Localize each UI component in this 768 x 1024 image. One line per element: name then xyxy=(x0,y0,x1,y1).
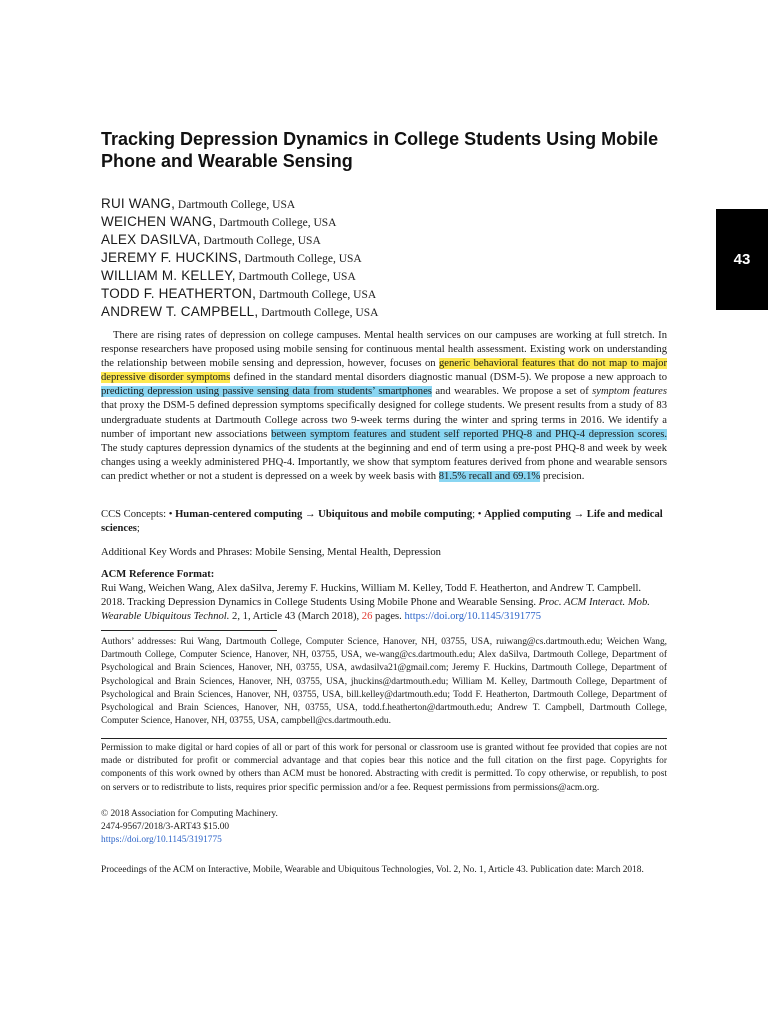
doi-link[interactable]: https://doi.org/10.1145/3191775 xyxy=(404,611,542,622)
author-affiliation: Dartmouth College, USA xyxy=(258,307,379,319)
permission-notice: Permission to make digital or hard copies of all or part of this work for personal or classroom use is granted without fee provided that copies are not made or distributed for profit or commercial advantage and that copies bear this notice and the full citation on the first page. Copyrights for components of this work owned by others than ACM must be honored. Abstracting with credit is permitted. To copy otherwise, or republish, to post on servers or to redistribute to lists, requires prior specific permission and/or a fee. Request permissions from permissions@acm.org. xyxy=(101,743,667,793)
highlight-blue: between symptom features and student self reported PHQ-8 and PHQ-4 depression scores. xyxy=(271,428,667,440)
ccs-separator: ; • xyxy=(472,509,485,520)
keywords: Additional Key Words and Phrases: Mobile Sensing, Mental Health, Depression xyxy=(101,547,441,558)
author-affiliation: Dartmouth College, USA xyxy=(216,217,337,229)
author-name: TODD F. HEATHERTON, xyxy=(101,286,257,301)
author-line xyxy=(101,285,661,303)
reference-text xyxy=(101,582,667,624)
author-name: WILLIAM M. KELLEY, xyxy=(101,268,236,283)
author-affiliation: Dartmouth College, USA xyxy=(200,235,321,247)
author-addresses: Authors’ addresses: Rui Wang, Dartmouth College, Computer Science, Hanover, NH, 03755, USA, ruiwang@cs.dartmouth.edu; Weichen Wang, Dartmouth College, Computer Science, Hanover, NH, 03755, USA, we-wang@cs.dartmouth.edu; Alex daSilva, Dartmouth College, Department of Psychological and Brain Sciences, Hanover, NH, 03755, USA, awdasilva21@gmail.com; Jeremy F. Huckins, Dartmouth College, Department of Psychological and Brain Sciences, Hanover, NH, 03755, USA, jhuckins@dartmouth.edu; William M. Kelley, Dartmouth College, Department of Psychological and Brain Sciences, Hanover, NH, 03755, USA, bill.kelley@dartmouth.edu; Todd F. Heatherton, Dartmouth College, Department of Psychological and Brain Sciences, Hanover, NH, 03755, USA, todd.f.heatherton@dartmouth.edu; Andrew T. Campbell, Dartmouth College, Computer Science, Hanover, NH, 03755, USA, campbell@cs.dartmouth.edu. xyxy=(101,637,667,727)
author-line xyxy=(101,267,661,285)
abstract-text: The study captures depression dynamics of the students at the beginning and end of term using a pre-post PHQ-8 and week by week changes using a weekly administered PHQ-4. Importantly, we show that symptom features derived from phone and wearable sensors can predict whether or not a student is depressed on a week by week basis with xyxy=(101,442,667,482)
highlight-blue: predicting depression using passive sensing data from students’ smartphones xyxy=(101,386,432,398)
author-affiliation: Dartmouth College, USA xyxy=(256,289,377,301)
author-name: RUI WANG, xyxy=(101,196,176,211)
abstract xyxy=(101,329,667,484)
author-line xyxy=(101,195,661,213)
abstract-emphasis: symptom features xyxy=(592,386,667,398)
highlight-blue: 81.5% recall and 69.1% xyxy=(438,470,541,482)
author-line xyxy=(101,249,661,267)
doi-link-bottom[interactable]: https://doi.org/10.1145/3191775 xyxy=(101,835,222,845)
paper-title: Tracking Depression Dynamics in College Students Using Mobile Phone and Wearable Sensing xyxy=(101,129,659,171)
author-name: JEREMY F. HUCKINS, xyxy=(101,250,242,265)
author-list xyxy=(101,195,661,321)
ccs-concepts xyxy=(101,508,667,536)
long-rule xyxy=(101,738,667,739)
reference-heading: ACM Reference Format: xyxy=(101,569,215,580)
author-affiliation: Dartmouth College, USA xyxy=(235,271,356,283)
abstract-text: and wearables. We propose a set of xyxy=(431,386,593,398)
ccs-concept: Applied computing → Life and medical sciences xyxy=(101,509,663,534)
abstract-text: precision. xyxy=(540,470,585,482)
author-line xyxy=(101,213,661,231)
author-affiliation: Dartmouth College, USA xyxy=(175,199,296,211)
author-line xyxy=(101,303,661,321)
copyright-line: © 2018 Association for Computing Machinery. xyxy=(101,809,278,819)
author-affiliation: Dartmouth College, USA xyxy=(241,253,362,265)
reference-journal: Proc. ACM Interact. Mob. Wearable Ubiquitous Technol. xyxy=(101,597,650,622)
issn-line: 2474-9567/2018/3-ART43 $15.00 xyxy=(101,822,230,832)
abstract-text: There are rising rates of depression on college campuses. Mental health services on our campuses are working at full stretch. In response researchers have proposed using mobile sensing for continuous mental health assessment. Existing work on understanding the relationship between mobile sensing and depression, however, focuses on xyxy=(101,330,667,370)
ccs-concept: Human-centered computing → Ubiquitous and mobile computing xyxy=(175,509,473,520)
article-number-tab xyxy=(716,209,768,310)
reference-part: pages. xyxy=(372,611,405,622)
abstract-text: defined in the standard mental disorders diagnostic manual (DSM-5). We propose a new approach to xyxy=(230,372,667,384)
short-rule xyxy=(101,630,277,631)
author-line xyxy=(101,231,661,249)
highlight-yellow: generic behavioral features that do not map to major depressive disorder symptoms xyxy=(101,358,667,384)
author-name: WEICHEN WANG, xyxy=(101,214,217,229)
author-name: ALEX DASILVA, xyxy=(101,232,201,247)
abstract-text: that proxy the DSM-5 defined depression symptoms specifically designed for college students. We present results from a study of 83 undergraduate students at Dartmouth College across two 9-week terms during the winter and spring terms in 2016. We identify a number of important new associations xyxy=(101,400,667,440)
author-name: ANDREW T. CAMPBELL, xyxy=(101,304,259,319)
page-count: 26 xyxy=(361,611,373,622)
page-footer: Proceedings of the ACM on Interactive, Mobile, Wearable and Ubiquitous Technologies, Vol. 2, No. 1, Article 43. Publication date: March 2018. xyxy=(101,865,644,875)
ccs-prefix: CCS Concepts: • xyxy=(101,509,176,520)
article-number: 43 xyxy=(733,251,751,268)
ccs-end: ; xyxy=(136,523,140,534)
reference-part: Rui Wang, Weichen Wang, Alex daSilva, Jeremy F. Huckins, William M. Kelley, Todd F. Heatherton, and Andrew T. Campbell. 2018. Tracking Depression Dynamics in College Students Using Mobile Phone and Wearable Sensing. xyxy=(101,583,642,608)
reference-part: 2, 1, Article 43 (March 2018), xyxy=(229,611,362,622)
